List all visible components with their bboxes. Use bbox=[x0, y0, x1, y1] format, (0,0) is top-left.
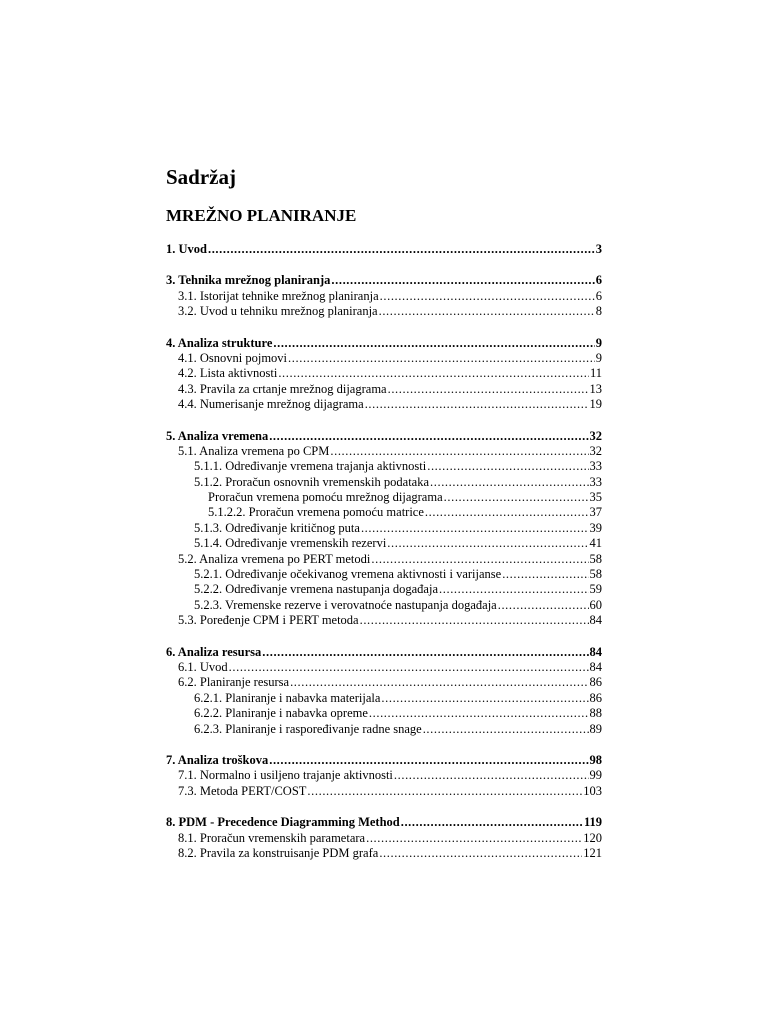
toc-entry-title: 6.2.1. Planiranje i nabavka materijala bbox=[194, 690, 381, 705]
toc-dot-leader bbox=[427, 459, 588, 474]
toc-page-number: 84 bbox=[589, 659, 602, 674]
toc-page-number: 84 bbox=[589, 613, 602, 628]
toc-entry-title: 5.2. Analiza vremena po PERT metodi bbox=[178, 551, 371, 566]
table-of-contents bbox=[166, 242, 602, 877]
toc-section-entry[interactable] bbox=[166, 706, 602, 721]
part-title: MREŽNO PLANIRANJE bbox=[166, 206, 357, 225]
toc-chapter-entry[interactable] bbox=[166, 336, 602, 351]
toc-dot-leader bbox=[269, 753, 588, 768]
toc-dot-leader bbox=[379, 304, 595, 319]
toc-section-entry[interactable] bbox=[166, 521, 602, 536]
toc-section-entry[interactable] bbox=[166, 567, 602, 582]
toc-section-entry[interactable] bbox=[166, 397, 602, 412]
toc-entry-title: 4.3. Pravila za crtanje mrežnog dijagrama bbox=[178, 381, 387, 396]
toc-dot-leader bbox=[269, 429, 588, 444]
toc-entry-title: 6.2.3. Planiranje i raspoređivanje radne snage bbox=[194, 721, 422, 736]
toc-page-number: 35 bbox=[589, 490, 602, 505]
toc-page-number: 121 bbox=[583, 845, 602, 860]
toc-page-number: 103 bbox=[583, 783, 602, 798]
toc-chapter-entry[interactable] bbox=[166, 815, 602, 830]
toc-entry-title: 4.1. Osnovni pojmovi bbox=[178, 350, 288, 365]
toc-entry-title: 7.1. Normalno i usiljeno trajanje aktivnosti bbox=[178, 768, 393, 783]
toc-entry-title: 6. Analiza resursa bbox=[166, 644, 262, 659]
toc-page-number: 98 bbox=[589, 752, 602, 767]
toc-entry-title: 5.2.2. Određivanje vremena nastupanja događaja bbox=[194, 582, 439, 597]
toc-dot-leader bbox=[307, 784, 582, 799]
toc-section-entry[interactable] bbox=[166, 846, 602, 861]
toc-page-number: 60 bbox=[589, 597, 602, 612]
toc-section-entry[interactable] bbox=[166, 722, 602, 737]
toc-chapter-group bbox=[166, 242, 602, 257]
toc-section-entry[interactable] bbox=[166, 784, 602, 799]
toc-section-entry[interactable] bbox=[166, 475, 602, 490]
toc-page-number: 37 bbox=[589, 505, 602, 520]
toc-page-number: 39 bbox=[589, 520, 602, 535]
toc-entry-title: 8.2. Pravila za konstruisanje PDM grafa bbox=[178, 845, 379, 860]
toc-chapter-entry[interactable] bbox=[166, 429, 602, 444]
toc-dot-leader bbox=[288, 351, 595, 366]
toc-section-entry[interactable] bbox=[166, 351, 602, 366]
toc-dot-leader bbox=[365, 397, 589, 412]
toc-dot-leader bbox=[387, 536, 588, 551]
toc-page-number: 84 bbox=[589, 644, 602, 659]
toc-dot-leader bbox=[366, 831, 582, 846]
toc-section-entry[interactable] bbox=[166, 613, 602, 628]
toc-page-number: 58 bbox=[589, 551, 602, 566]
toc-entry-title: 5.2.3. Vremenske rezerve i verovatnoće nastupanja događaja bbox=[194, 597, 497, 612]
toc-chapter-group bbox=[166, 815, 602, 861]
toc-entry-title: 5.1.1. Određivanje vremena trajanja aktivnosti bbox=[194, 459, 427, 474]
toc-entry-title: 1. Uvod bbox=[166, 242, 207, 256]
toc-section-entry[interactable] bbox=[166, 831, 602, 846]
toc-section-entry[interactable] bbox=[166, 660, 602, 675]
toc-entry-title: 3. Tehnika mrežnog planiranja bbox=[166, 273, 331, 288]
toc-section-entry[interactable] bbox=[166, 304, 602, 319]
toc-dot-leader bbox=[498, 598, 589, 613]
toc-section-entry[interactable] bbox=[166, 490, 602, 505]
toc-page-number: 33 bbox=[589, 474, 602, 489]
toc-dot-leader bbox=[360, 613, 589, 628]
toc-page-number: 58 bbox=[589, 567, 602, 582]
toc-page-number: 9 bbox=[595, 350, 602, 365]
toc-dot-leader bbox=[502, 567, 588, 582]
toc-dot-leader bbox=[331, 273, 594, 288]
toc-chapter-group bbox=[166, 645, 602, 737]
toc-entry-title: 3.1. Istorijat tehnike mrežnog planiranja bbox=[178, 288, 379, 303]
toc-entry-title: 5. Analiza vremena bbox=[166, 428, 269, 443]
toc-chapter-entry[interactable] bbox=[166, 273, 602, 288]
toc-entry-title: 5.1. Analiza vremena po CPM bbox=[178, 443, 330, 458]
toc-section-entry[interactable] bbox=[166, 459, 602, 474]
toc-entry-title: 7. Analiza troškova bbox=[166, 752, 269, 767]
toc-dot-leader bbox=[439, 582, 588, 597]
toc-entry-title: 5.1.4. Određivanje vremenskih rezervi bbox=[194, 536, 387, 551]
toc-entry-title: 8. PDM - Precedence Diagramming Method bbox=[166, 815, 400, 830]
toc-entry-title: Proračun vremena pomoću mrežnog dijagrama bbox=[208, 490, 443, 505]
toc-entry-title: 5.1.3. Određivanje kritičnog puta bbox=[194, 520, 360, 535]
toc-chapter-entry[interactable] bbox=[166, 753, 602, 768]
toc-dot-leader bbox=[208, 242, 595, 257]
toc-chapter-group bbox=[166, 753, 602, 799]
toc-page-number: 11 bbox=[589, 366, 602, 381]
toc-page-number: 86 bbox=[589, 675, 602, 690]
toc-entry-title: 4.2. Lista aktivnosti bbox=[178, 366, 278, 381]
toc-page-number: 99 bbox=[589, 768, 602, 783]
toc-page-number: 6 bbox=[595, 273, 602, 288]
toc-section-entry[interactable] bbox=[166, 768, 602, 783]
toc-entry-title: 8.1. Proračun vremenskih parametara bbox=[178, 830, 366, 845]
toc-dot-leader bbox=[430, 475, 588, 490]
toc-page-number: 41 bbox=[589, 536, 602, 551]
toc-chapter-group bbox=[166, 273, 602, 319]
toc-page-number: 32 bbox=[589, 428, 602, 443]
toc-page-number: 8 bbox=[595, 304, 602, 319]
toc-entry-title: 7.3. Metoda PERT/COST bbox=[178, 783, 307, 798]
toc-section-entry[interactable] bbox=[166, 552, 602, 567]
toc-page-number: 6 bbox=[595, 288, 602, 303]
toc-section-entry[interactable] bbox=[166, 366, 602, 381]
toc-section-entry[interactable] bbox=[166, 289, 602, 304]
toc-dot-leader bbox=[444, 490, 589, 505]
toc-entry-title: 5.1.2.2. Proračun vremena pomoću matrice bbox=[208, 505, 424, 520]
toc-page-number: 13 bbox=[589, 381, 602, 396]
toc-section-entry[interactable] bbox=[166, 598, 602, 613]
toc-entry-title: 4.4. Numerisanje mrežnog dijagrama bbox=[178, 397, 364, 412]
toc-page-number: 88 bbox=[589, 706, 602, 721]
toc-page-number: 59 bbox=[589, 582, 602, 597]
toc-chapter-group bbox=[166, 429, 602, 629]
toc-dot-leader bbox=[262, 645, 588, 660]
toc-page-number: 89 bbox=[589, 721, 602, 736]
toc-page-number: 3 bbox=[595, 242, 602, 256]
toc-entry-title: 3.2. Uvod u tehniku mrežnog planiranja bbox=[178, 304, 378, 319]
toc-page-number: 32 bbox=[589, 443, 602, 458]
toc-page-number: 19 bbox=[589, 397, 602, 412]
toc-section-entry[interactable] bbox=[166, 382, 602, 397]
toc-dot-leader bbox=[381, 691, 588, 706]
toc-section-entry[interactable] bbox=[166, 536, 602, 551]
toc-page-number: 86 bbox=[589, 690, 602, 705]
toc-section-entry[interactable] bbox=[166, 505, 602, 520]
toc-entry-title: 6.1. Uvod bbox=[178, 659, 228, 674]
toc-entry-title: 5.2.1. Određivanje očekivanog vremena aktivnosti i varijanse bbox=[194, 567, 502, 582]
toc-chapter-group bbox=[166, 336, 602, 413]
toc-section-entry[interactable] bbox=[166, 444, 602, 459]
toc-dot-leader bbox=[369, 706, 589, 721]
toc-page-number: 33 bbox=[589, 459, 602, 474]
toc-page-number: 9 bbox=[595, 335, 602, 350]
document-title: Sadržaj bbox=[166, 165, 236, 189]
toc-dot-leader bbox=[330, 444, 588, 459]
toc-entry-title: 6.2. Planiranje resursa bbox=[178, 675, 290, 690]
toc-dot-leader bbox=[423, 722, 589, 737]
toc-entry-title: 5.3. Poređenje CPM i PERT metoda bbox=[178, 613, 359, 628]
toc-entry-title: 6.2.2. Planiranje i nabavka opreme bbox=[194, 706, 368, 721]
toc-section-entry[interactable] bbox=[166, 691, 602, 706]
toc-chapter-entry[interactable] bbox=[166, 645, 602, 660]
toc-page-number: 120 bbox=[583, 830, 602, 845]
toc-entry-title: 5.1.2. Proračun osnovnih vremenskih podataka bbox=[194, 474, 430, 489]
toc-dot-leader bbox=[278, 366, 589, 381]
toc-dot-leader bbox=[394, 768, 589, 783]
toc-dot-leader bbox=[380, 289, 595, 304]
toc-dot-leader bbox=[371, 552, 588, 567]
toc-dot-leader bbox=[425, 505, 589, 520]
toc-section-entry[interactable] bbox=[166, 675, 602, 690]
toc-page-number: 119 bbox=[583, 815, 602, 830]
toc-dot-leader bbox=[290, 675, 588, 690]
toc-dot-leader bbox=[361, 521, 589, 536]
toc-dot-leader bbox=[388, 382, 589, 397]
toc-entry-title: 4. Analiza strukture bbox=[166, 335, 273, 350]
toc-chapter-entry[interactable] bbox=[166, 242, 602, 257]
toc-dot-leader bbox=[379, 846, 582, 861]
toc-dot-leader bbox=[273, 336, 594, 351]
toc-dot-leader bbox=[401, 815, 583, 830]
toc-dot-leader bbox=[229, 660, 589, 675]
toc-section-entry[interactable] bbox=[166, 582, 602, 597]
